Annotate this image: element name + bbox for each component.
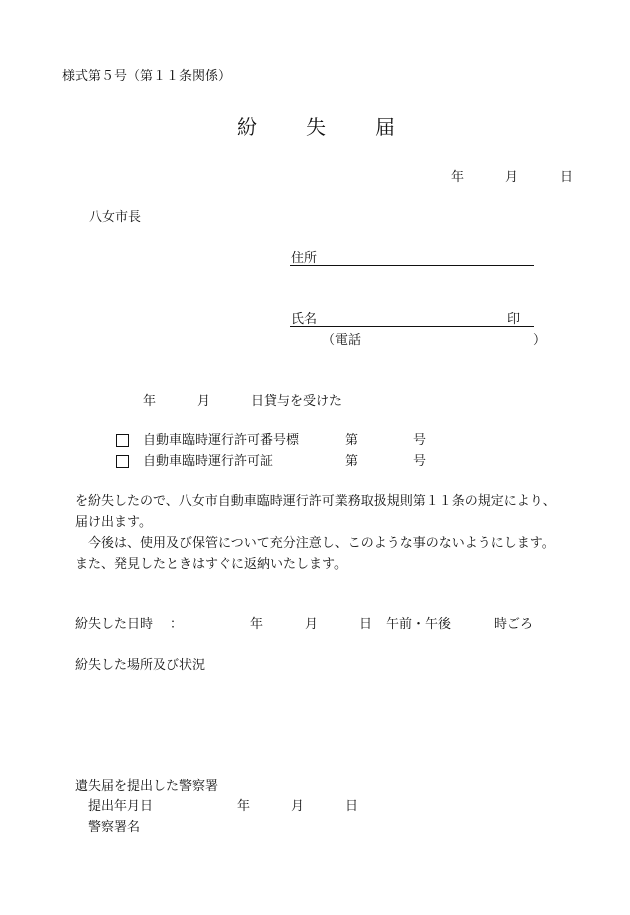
lent-day-suffix: 日貸与を受けた (251, 394, 343, 409)
item-dai-1: 第 (345, 433, 359, 448)
address-field-line[interactable] (290, 265, 534, 266)
lent-year: 年 (143, 394, 157, 409)
checkbox-icon (116, 455, 129, 468)
submit-date-label: 提出年月日 (88, 799, 154, 814)
title-char-2: 失 (306, 115, 326, 139)
seal-mark: 印 (507, 312, 521, 327)
lost-ampm: 午前・午後 (386, 617, 452, 632)
phone-label: （電話 (322, 333, 362, 348)
lost-month: 月 (305, 617, 319, 632)
name-label: 氏名 (291, 312, 318, 327)
item-checkbox-2[interactable] (116, 455, 129, 470)
police-station-label: 警察署名 (88, 820, 141, 835)
lost-day: 日 (359, 617, 373, 632)
lost-year: 年 (250, 617, 264, 632)
item-dai-2: 第 (345, 454, 359, 469)
form-number: 様式第５号（第１１条関係） (62, 69, 232, 84)
date-day: 日 (560, 170, 574, 185)
lost-hour: 時ごろ (494, 617, 534, 632)
item-label-1: 自動車臨時運行許可番号標 (143, 433, 300, 448)
name-field-line[interactable] (290, 326, 534, 327)
addressee: 八女市長 (89, 210, 142, 225)
title-char-3: 届 (375, 115, 395, 139)
item-go-2: 号 (413, 454, 427, 469)
item-label-2: 自動車臨時運行許可証 (143, 454, 274, 469)
lost-datetime-label: 紛失した日時 (75, 617, 154, 632)
statement-line-3: 今後は、使用及び保管について充分注意し、このような事のないようにします。 (88, 536, 555, 551)
address-label: 住所 (291, 251, 318, 266)
item-checkbox-1[interactable] (116, 434, 129, 449)
date-month: 月 (505, 170, 519, 185)
lost-place-label: 紛失した場所及び状況 (75, 658, 206, 673)
lent-month: 月 (197, 394, 211, 409)
statement-line-1: を紛失したので、八女市自動車臨時運行許可業務取扱規則第１１条の規定により、 (75, 494, 556, 509)
submit-day: 日 (345, 799, 359, 814)
date-year: 年 (451, 170, 465, 185)
lost-datetime-colon: ： (170, 617, 184, 632)
submit-month: 月 (291, 799, 305, 814)
statement-line-2: 届け出ます。 (75, 515, 152, 530)
police-heading: 遺失届を提出した警察署 (75, 779, 219, 794)
item-go-1: 号 (413, 433, 427, 448)
checkbox-icon (116, 434, 129, 447)
phone-close: ） (533, 333, 547, 348)
statement-line-4: また、発見したときはすぐに返納いたします。 (75, 557, 347, 572)
submit-year: 年 (237, 799, 251, 814)
title-char-1: 紛 (237, 115, 257, 139)
